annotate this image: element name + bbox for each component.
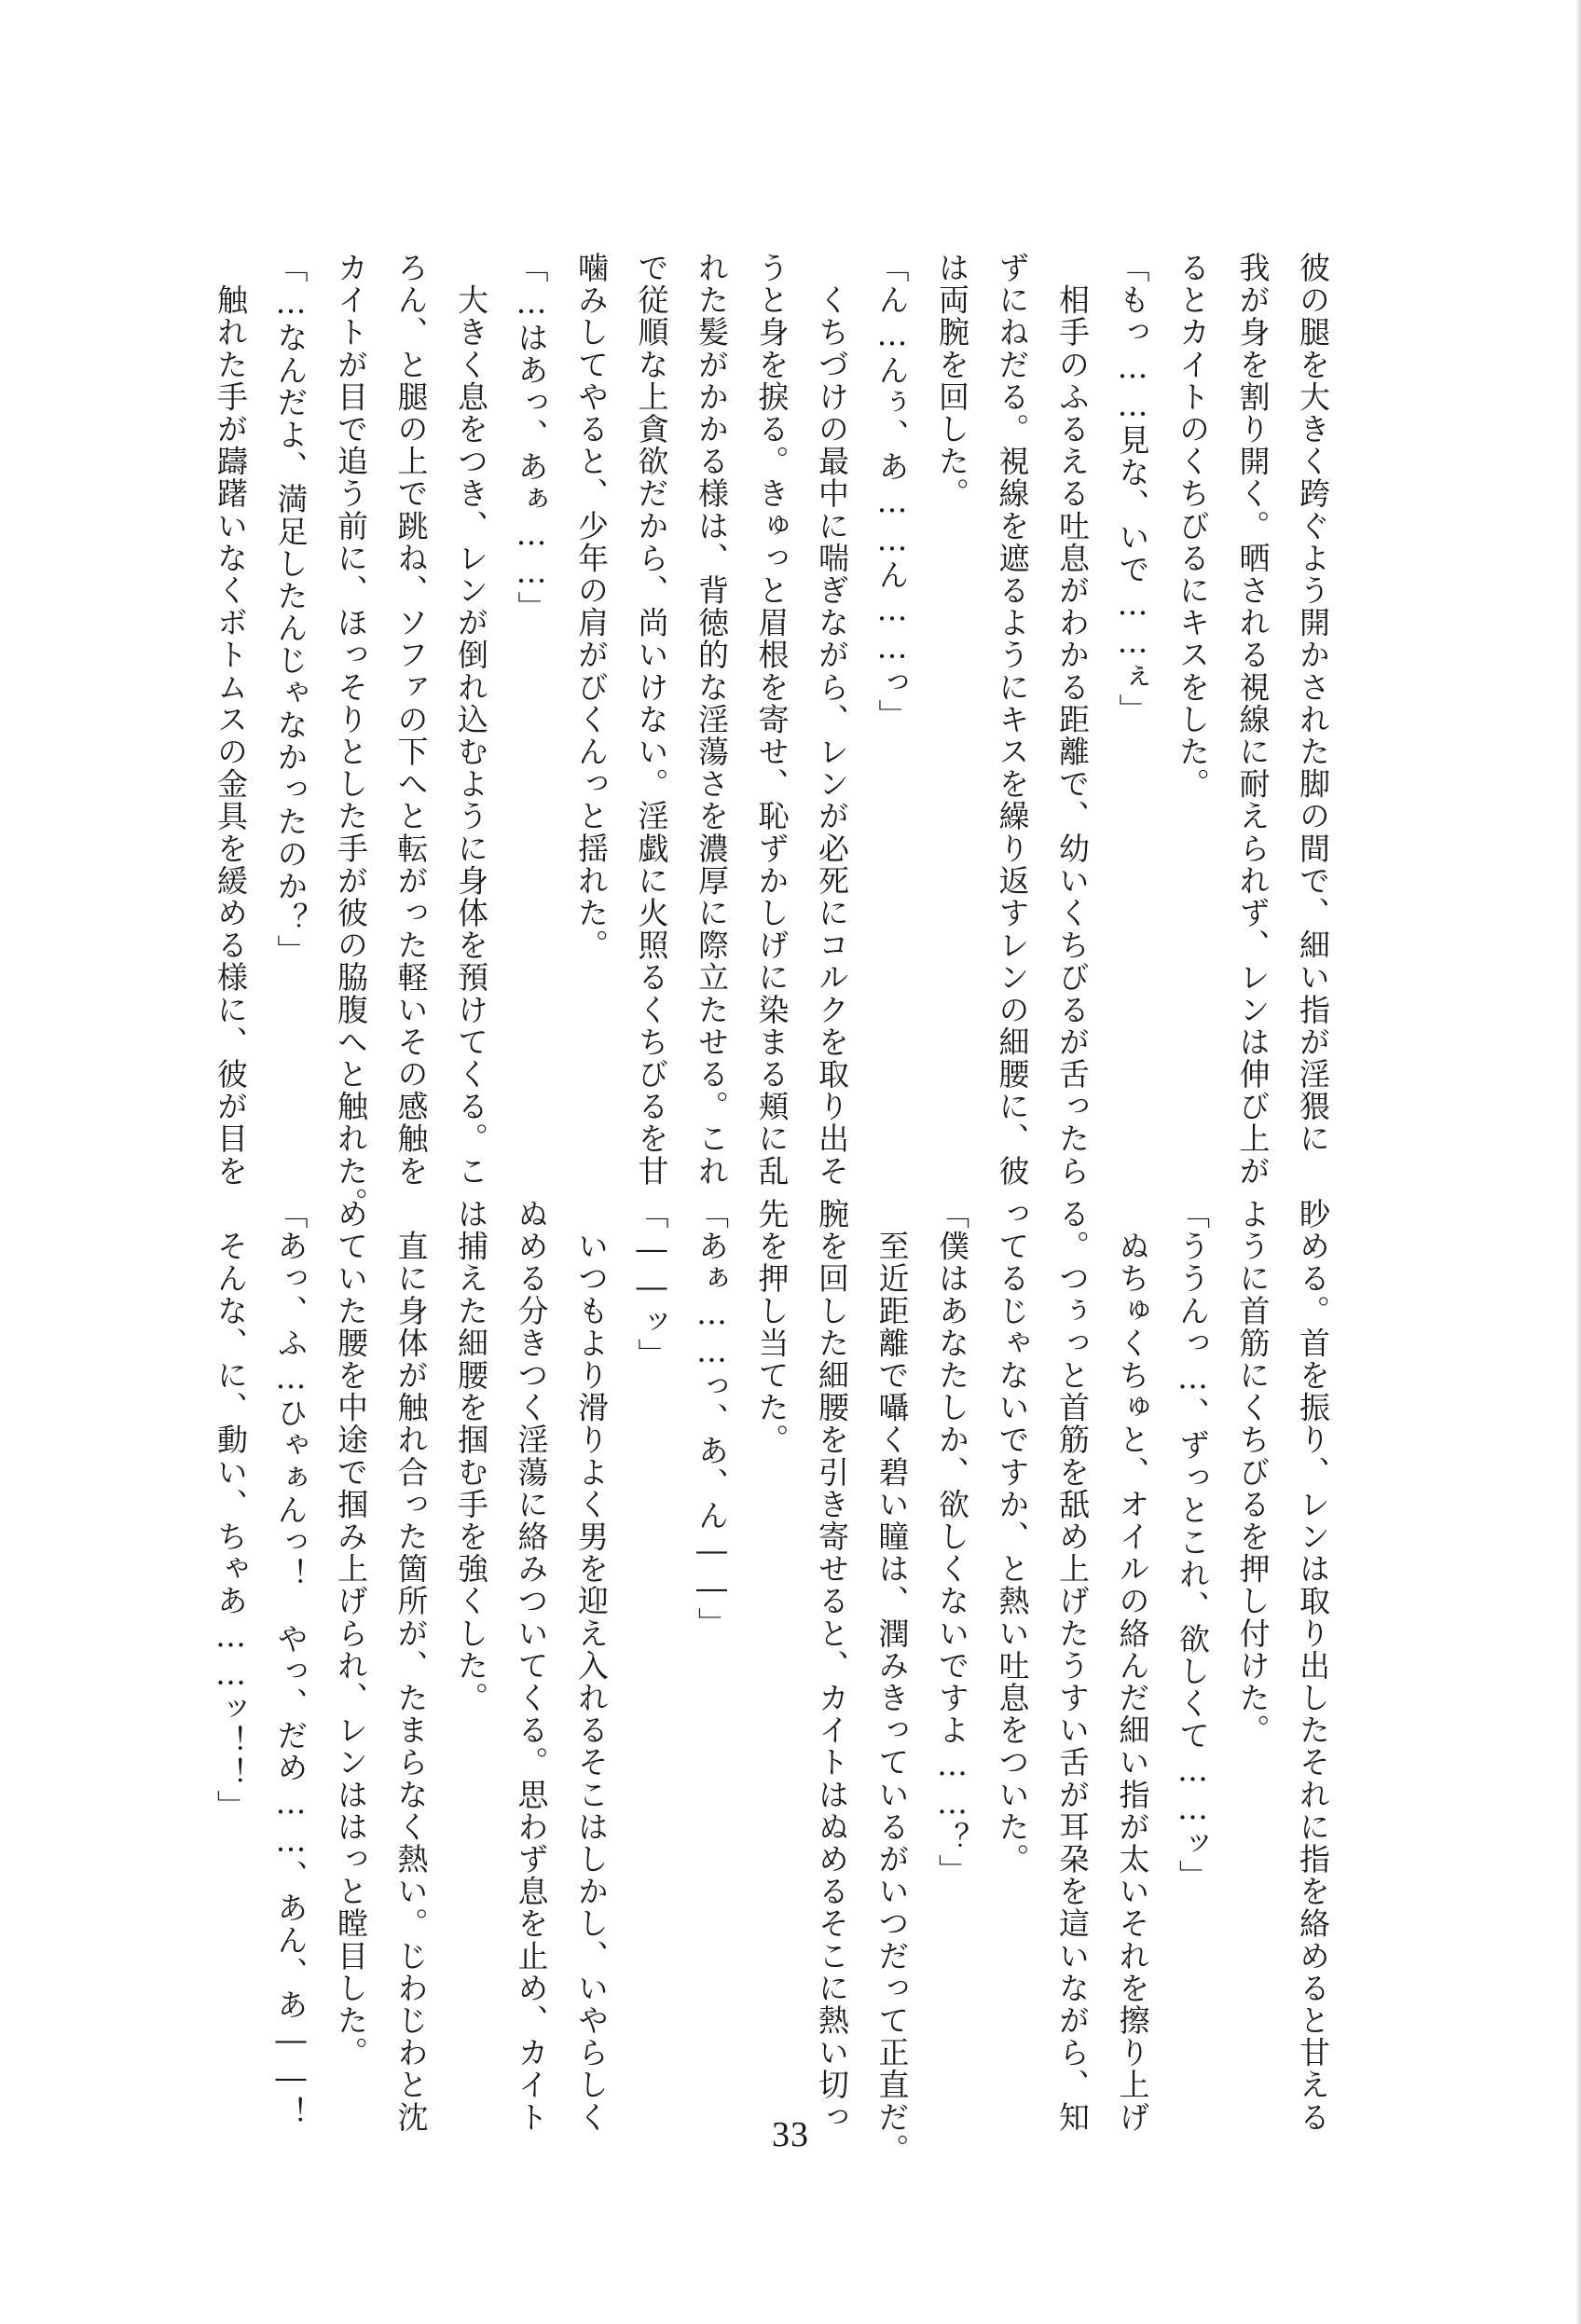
text-line: ぬめる分きつく淫蕩に絡みついてくる。思わず息を止め、カイト [513,1198,550,2134]
text-line: 腕を回した細腰を引き寄せると、カイトはぬめるそこに熱い切っ [814,1198,850,2134]
text-line: くちづけの最中に喘ぎながら、レンが必死にコルクを取り出そ [814,252,850,1188]
text-line: めていた腰を中途で掴み上げられ、レンははっと瞠目した。 [333,1198,369,2070]
text-line: うと身を捩る。きゅっと眉根を寄せ、恥ずかしげに染まる頬に乱 [753,252,790,1188]
text-line: 「――ッ」 [633,1198,670,1370]
text-line: で従順な上貪欲だから、尚いけない。淫戯に火照るくちびるを甘 [633,252,670,1188]
text-line: いつもより滑りよく男を迎え入れるそこはしかし、いやらしく [573,1198,610,2134]
text-line: 「あっ、ふ…ひゃぁんっ！ やっ、だめ……、あん、あ――！ [272,1198,309,2129]
text-line: 触れた手が躊躇いなくボトムスの金具を緩める様に、彼が目を [213,252,249,1188]
text-line: 直に身体が触れ合った箇所が、たまらなく熱い。じわじわと沈 [392,1198,430,2134]
text-line: る。つぅっと首筋を舐め上げたうすい舌が耳朶を這いながら、知 [1054,1198,1091,2134]
text-line: そんな、に、動い、ちゃあ……ッ！！」 [213,1198,249,1822]
text-line: 大きく息をつき、レンが倒れ込むように身体を預けてくる。こ [453,252,489,1188]
text-line: 「…なんだよ、満足したんじゃなかったのか？」 [272,252,309,968]
text-line: 噛みしてやると、少年の肩がびくんっと揺れた。 [573,252,610,962]
text-line: は両腕を回した。 [934,252,970,510]
text-line: ろん、と腿の上で跳ね、ソファの下へと転がった軽いその感触を [392,252,430,1188]
text-line: 至近距離で囁く碧い瞳は、潤みきっているがいつだって正直だ。 [873,1198,911,2166]
text-line: ってるじゃないですか、と熱い吐息をついた。 [994,1198,1031,1876]
text-line: ずにねだる。視線を遮るようにキスを繰り返すレンの細腰に、彼 [994,252,1031,1188]
page-edge-shadow [1575,0,1581,2324]
upper-text-block [213,252,1342,1219]
text-line: カイトが目で追う前に、ほっそりとした手が彼の脇腹へと触れた。 [333,252,369,1219]
text-line: 「もっ……見な、いで……ぇ」 [1114,252,1151,726]
text-line: ように首筋にくちびるを押し付けた。 [1234,1198,1272,1747]
text-line: 「ううんっ…、ずっとこれ、欲しくて……ッ」 [1175,1198,1211,1892]
text-line: 「僕はあなたしか、欲しくないですよ……？」 [934,1198,970,1887]
text-line: れた髪がかかる様は、背徳的な淫蕩さを濃厚に際立たせる。これ [694,252,730,1188]
text-line: 我が身を割り開く。晒される視線に耐えられず、レンは伸び上が [1234,252,1272,1188]
text-line: るとカイトのくちびるにキスをした。 [1175,252,1211,801]
text-line: 眇める。首を振り、レンは取り出したそれに指を絡めると甘える [1295,1198,1331,2134]
page-number: 33 [772,2115,809,2154]
text-line: 「ん…んぅ、あ……ん……っ」 [873,252,911,732]
text-line: は捕えた細腰を掴む手を強くした。 [453,1198,489,1714]
text-line: 彼の腿を大きく跨ぐよう開かされた脚の間で、細い指が淫猥に [1295,252,1331,1155]
text-line: 相手のふるえる吐息がわかる距離で、幼いくちびるが舌ったら [1054,252,1091,1188]
text-line: 「…はあっ、あぁ……」 [513,252,550,624]
text-line: ぬちゅくちゅと、オイルの絡んだ細い指が太いそれを擦り上げ [1114,1198,1151,2134]
text-line: 「あぁ……っ、あ、ん――」 [694,1198,730,1640]
text-line: 先を押し当てた。 [753,1198,790,1456]
